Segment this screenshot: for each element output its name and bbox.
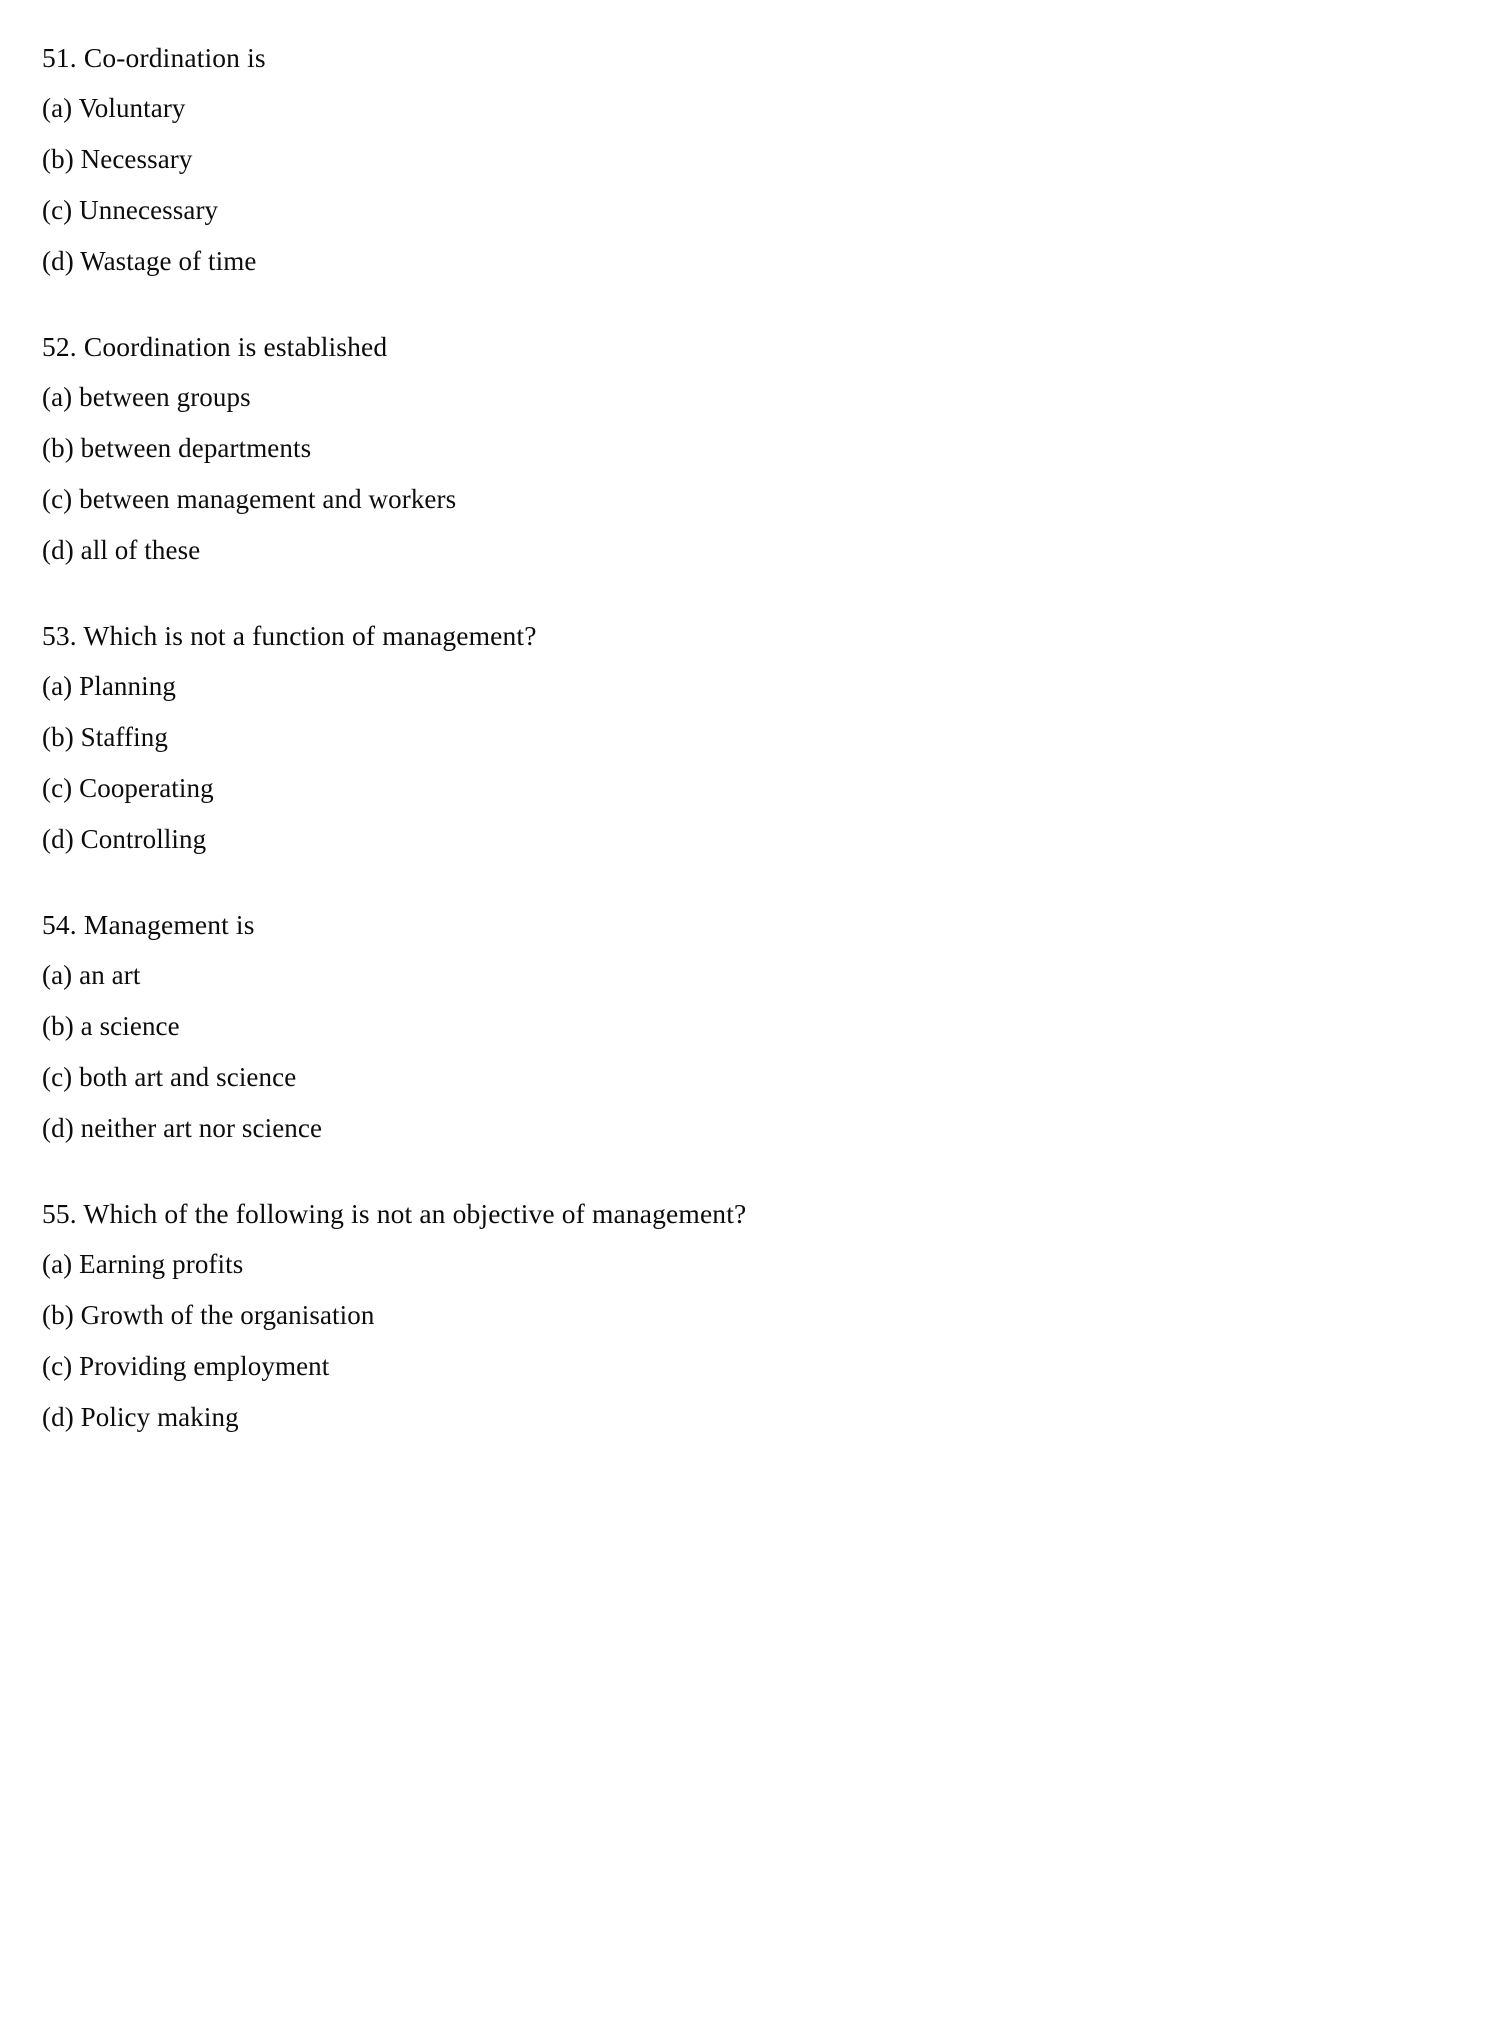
option-list [42, 661, 1465, 865]
question-block [42, 1188, 1465, 1443]
question-list [42, 32, 1465, 1443]
option-item[interactable]: (a) an art [42, 960, 141, 990]
option-item[interactable]: (a) Planning [42, 671, 176, 701]
option-item[interactable]: (b) a science [42, 1011, 180, 1041]
question-stem: 52. Coordination is established [42, 331, 388, 362]
option-item[interactable]: (c) Providing employment [42, 1351, 330, 1381]
option-item[interactable]: (d) all of these [42, 535, 201, 565]
option-item[interactable]: (b) Necessary [42, 144, 193, 174]
question-block [42, 32, 1465, 287]
question-stem: 51. Co-ordination is [42, 42, 266, 73]
option-item[interactable]: (c) Unnecessary [42, 195, 219, 225]
option-item[interactable]: (d) Controlling [42, 824, 207, 854]
option-item[interactable]: (c) between management and workers [42, 484, 457, 514]
question-block [42, 321, 1465, 576]
option-item[interactable]: (a) Earning profits [42, 1249, 244, 1279]
option-item[interactable]: (a) between groups [42, 382, 251, 412]
option-list [42, 950, 1465, 1154]
option-item[interactable]: (b) between departments [42, 433, 312, 463]
question-stem: 53. Which is not a function of management? [42, 620, 537, 651]
option-list [42, 372, 1465, 576]
question-block [42, 610, 1465, 865]
question-block [42, 899, 1465, 1154]
question-stem: 55. Which of the following is not an objective of management? [42, 1198, 747, 1229]
option-item[interactable]: (a) Voluntary [42, 93, 186, 123]
option-list [42, 83, 1465, 287]
option-item[interactable]: (b) Staffing [42, 722, 168, 752]
option-item[interactable]: (b) Growth of the organisation [42, 1300, 375, 1330]
question-stem: 54. Management is [42, 909, 255, 940]
option-item[interactable]: (c) Cooperating [42, 773, 214, 803]
option-item[interactable]: (c) both art and science [42, 1062, 297, 1092]
option-item[interactable]: (d) neither art nor science [42, 1113, 323, 1143]
option-item[interactable]: (d) Policy making [42, 1402, 239, 1432]
option-item[interactable]: (d) Wastage of time [42, 246, 257, 276]
option-list [42, 1239, 1465, 1443]
